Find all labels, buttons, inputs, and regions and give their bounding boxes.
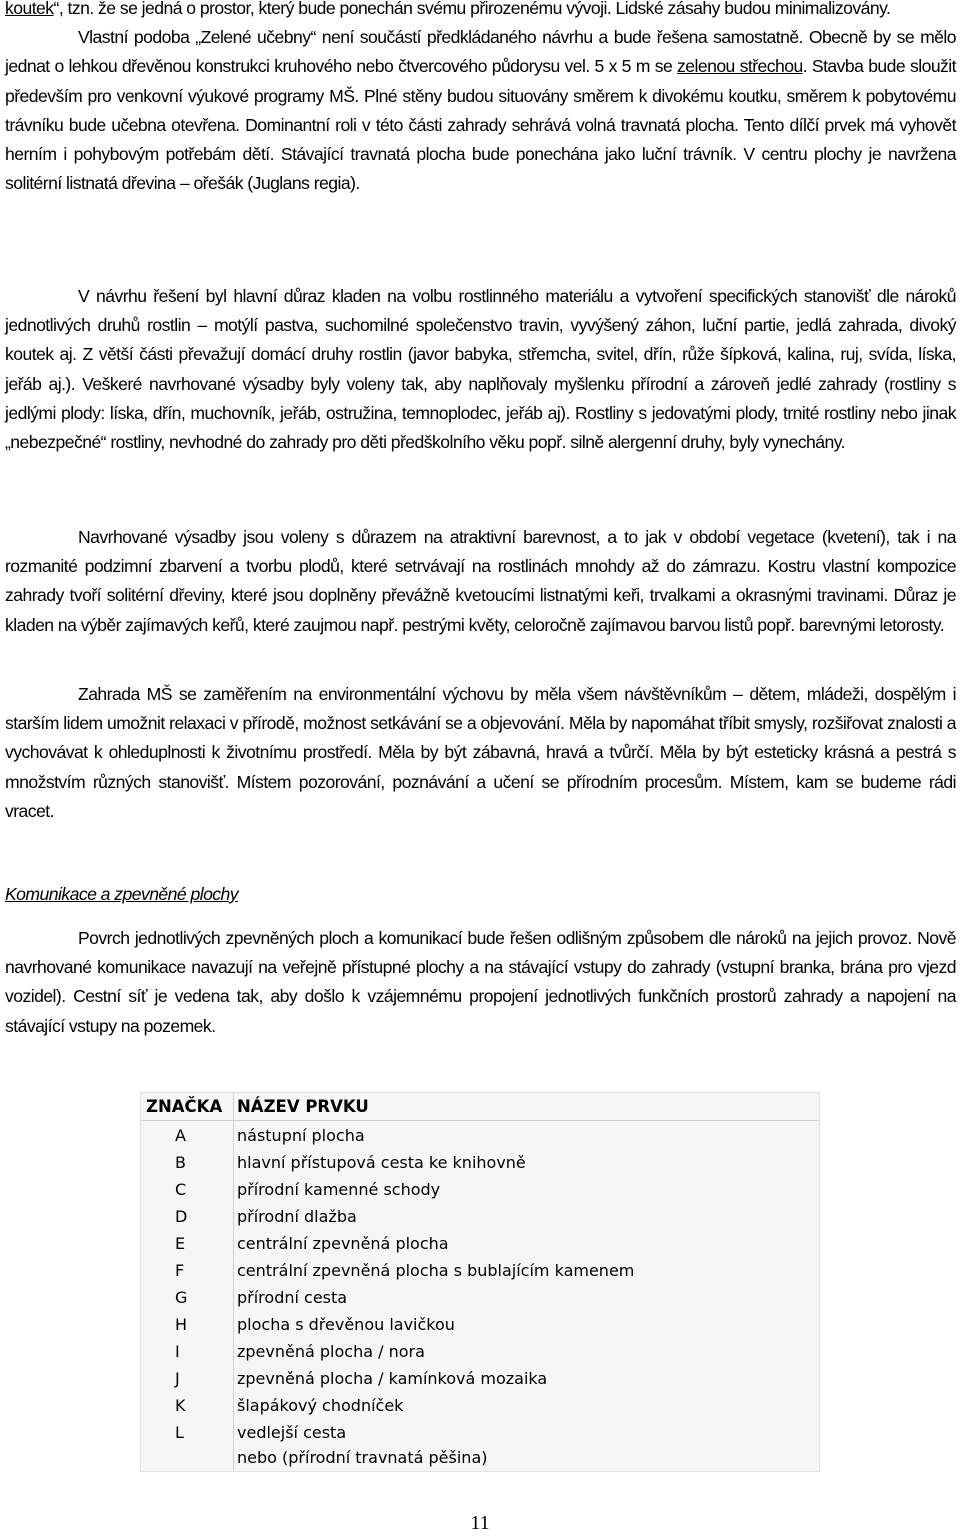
legend-code: E — [175, 1234, 186, 1253]
legend-name: centrální zpevněná plocha s bublajícím kamenem — [237, 1261, 635, 1280]
legend-name: vedlejší cesta — [237, 1423, 347, 1442]
legend-name: zpevněná plocha / kamínková mozaika — [237, 1369, 548, 1388]
legend-code: H — [175, 1315, 188, 1334]
legend-name: centrální zpevněná plocha — [237, 1234, 449, 1253]
legend-code: F — [175, 1261, 185, 1280]
legend-name: přírodní kamenné schody — [237, 1180, 441, 1199]
legend-code: B — [175, 1153, 186, 1172]
legend-code: C — [175, 1180, 187, 1199]
legend-name: přírodní cesta — [237, 1288, 348, 1307]
legend-header-row — [141, 1093, 819, 1120]
legend-row — [141, 1176, 819, 1203]
paragraph-block-1 — [5, 0, 956, 198]
legend-header-name: NÁZEV PRVKU — [237, 1097, 369, 1116]
paragraph-block-2 — [5, 282, 956, 457]
legend-row — [141, 1365, 819, 1392]
legend-name: přírodní dlažba — [237, 1207, 357, 1226]
paragraph-zelena-ucebna — [5, 23, 956, 198]
legend-name: hlavní přístupová cesta ke knihovně — [237, 1153, 526, 1172]
paragraph-zahrada-ms: Zahrada MŠ se zaměřením na environmentální výchovu by měla všem návštěvníkům – dětem, mládeži, dospělým i starším lidem umožnit relaxaci v přírodě, možnost setkávání se a objevování. Měla by napomáhat tříbit smysly, rozšiřovat znalosti a vychovávat k ohleduplnosti k životnímu prostředí. Měla by být zábavná, hravá a tvůrčí. Měla by být esteticky krásná a pestrá s množstvím různých stanovišť. Místem pozorování, poznávání a učení se přírodním procesům. Místem, kam se budeme rádi vracet. — [5, 684, 956, 821]
legend-row — [141, 1149, 819, 1176]
paragraph-divoky-koutek — [5, 0, 956, 23]
legend-code: L — [175, 1423, 184, 1442]
legend-row — [141, 1338, 819, 1365]
paragraph-block-5 — [5, 924, 956, 1041]
legend-name: zpevněná plocha / nora — [237, 1342, 425, 1361]
legend-name: nástupní plocha — [237, 1126, 365, 1145]
table-divider-horizontal — [141, 1120, 819, 1121]
legend-code: K — [175, 1396, 186, 1415]
legend-row — [141, 1392, 819, 1419]
legend-row — [141, 1122, 819, 1149]
section-heading: Komunikace a zpevněné plochy — [5, 884, 239, 904]
legend-row — [141, 1230, 819, 1257]
paragraph-vysadby: Navrhované výsadby jsou voleny s důrazem na atraktivní barevnost, a to jak v období vegetace (kvetení), tak i na rozmanité podzimní zbarvení a tvorbu plodů, které setrvávají na rostlinách mnohdy až do zámrazu. Kostru vlastní kompozice zahrady tvoří solitérní dřeviny, které jsou doplněny převážně kvetoucími listnatými keři, trvalkami a okrasnými travinami. Důraz je kladen na výběr zajímavých keřů, které zaujmou např. pestrými květy, celoročně zajímavou barvou listů popř. barevnými letorosty. — [5, 527, 956, 635]
paragraph-text: . Stavba bude sloužit především pro venkovní výukové programy MŠ. Plné stěny budou situovány směrem k divokému koutku, směrem k pobytovému trávníku bude učebna otevřena. Dominantní roli v této části zahrady sehrává volná travnatá plocha. Tento dílčí prvek má vyhovět herním i pohybovým potřebám dětí. Stávající travnatá plocha bude ponechána jako luční trávník. V centru plochy je navržena solitérní listnatá dřevina – ořešák (Juglans regia). — [5, 56, 956, 194]
legend-row — [141, 1203, 819, 1230]
paragraph-block-3 — [5, 523, 956, 640]
legend-code: J — [175, 1369, 180, 1388]
paragraph-text: “, tzn. že se jedná o prostor, který bude ponechán svému přirozenému vývoji. Lidské zásahy budou minimalizovány. — [53, 0, 891, 18]
legend-code: G — [175, 1288, 188, 1307]
underlined-term-zelena-strecha: zelenou střechou — [677, 56, 803, 77]
legend-table — [140, 1092, 820, 1472]
paragraph-komunikace: Povrch jednotlivých zpevněných ploch a komunikací bude řešen odlišným způsobem dle nároků na jejich provoz. Nově navrhované komunikace navazují na veřejně přístupné plochy a na stávající vstupy do zahrady (vstupní branka, brána pro vjezd vozidel). Cestní síť je vedena tak, aby došlo k vzájemnému propojení jednotlivých funkčních prostorů zahrady a napojení na stávající vstupy na pozemek. — [5, 928, 956, 1036]
legend-name: šlapákový chodníček — [237, 1396, 404, 1415]
paragraph-block-4 — [5, 680, 956, 826]
legend-row — [141, 1419, 819, 1446]
legend-row — [141, 1257, 819, 1284]
underlined-term-koutek: koutek — [5, 0, 54, 18]
legend-name: plocha s dřevěnou lavičkou — [237, 1315, 455, 1334]
page-number: 11 — [470, 1512, 490, 1534]
paragraph-text: Vlastní podoba „Zelené učebny“ není součástí předkládaného návrhu a bude řešena samostatně. Obecně by se mělo jednat o lehkou dřevěnou konstrukci kruhového nebo čtvercového půdorysu vel. 5 x 5 m se — [5, 27, 956, 77]
legend-header-code: ZNAČKA — [146, 1097, 223, 1116]
legend-row — [141, 1284, 819, 1311]
legend-row — [141, 1444, 819, 1471]
legend-code: A — [175, 1126, 186, 1145]
legend-code: I — [175, 1342, 180, 1361]
paragraph-rostlinny-material: V návrhu řešení byl hlavní důraz kladen na volbu rostlinného materiálu a vytvoření specifických stanovišť dle nároků jednotlivých druhů rostlin – motýlí pastva, suchomilné společenstvo travin, vyvýšený záhon, luční partie, jedlá zahrada, divoký koutek aj. Z větší části převažují domácí druhy rostlin (javor babyka, střemcha, svitel, dřín, růže šípková, kalina, ruj, svída, líska, jeřáb aj.). Veškeré navrhované výsadby byly voleny tak, aby naplňovaly myšlenku přírodní a zároveň jedlé zahrady (rostliny s jedlými plody: líska, dřín, muchovník, jeřáb, ostružina, temnoplodec, jeřáb aj). Rostliny s jedovatými plody, trnité rostliny nebo jinak „nebezpečné“ rostliny, nevhodné do zahrady pro děti předškolního věku popř. silně alergenní druhy, byly vynechány. — [5, 286, 956, 453]
legend-name: nebo (přírodní travnatá pěšina) — [237, 1448, 488, 1467]
legend-code: D — [175, 1207, 188, 1226]
legend-row — [141, 1311, 819, 1338]
